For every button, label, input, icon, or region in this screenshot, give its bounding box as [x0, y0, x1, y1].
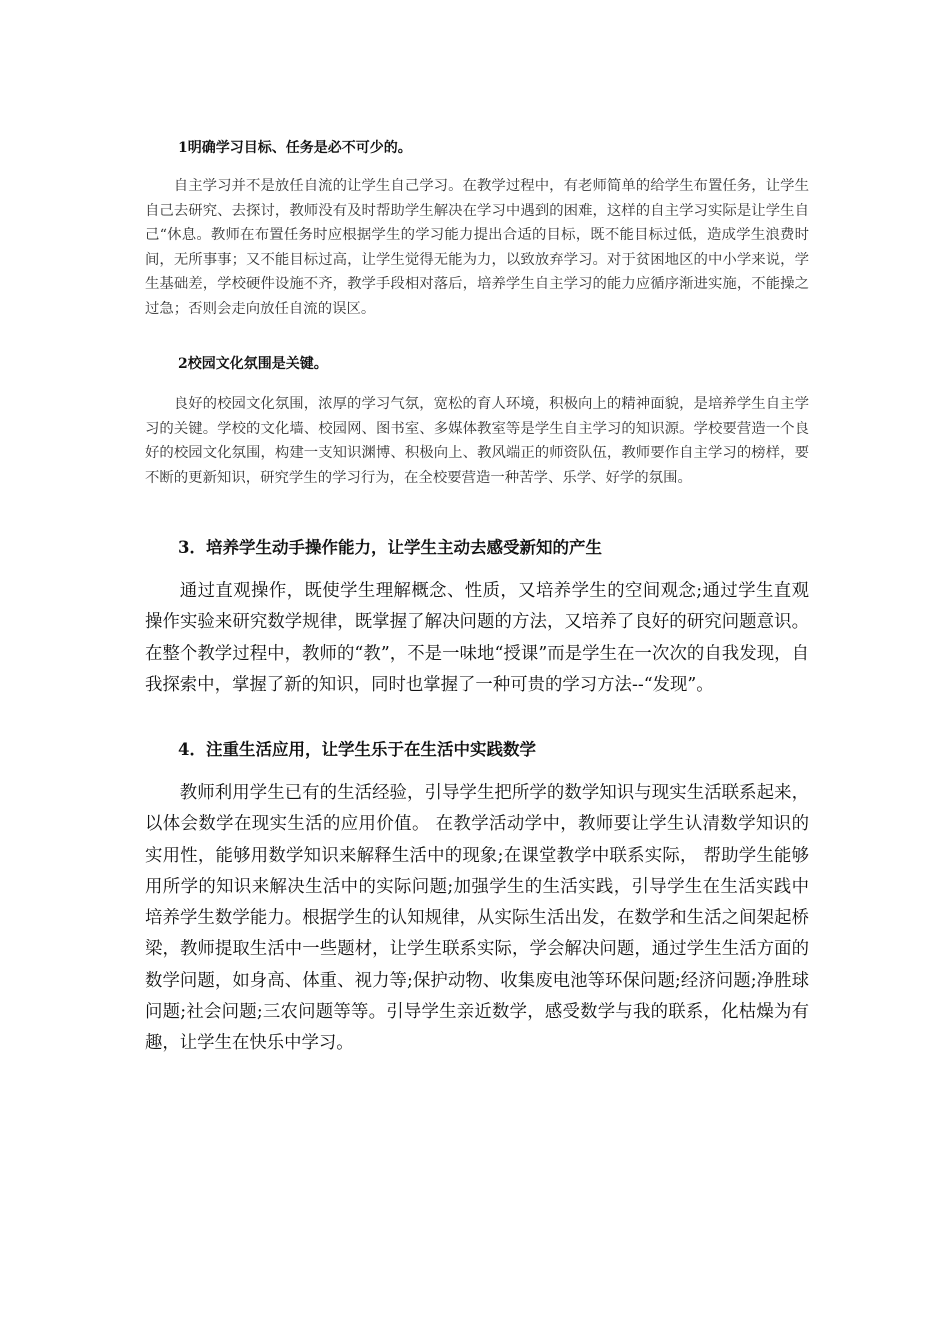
section-4-heading: 4．注重生活应用，让学生乐于在生活中实践数学 [178, 740, 536, 759]
section-1-body: 自主学习并不是放任自流的让学生自己学习。在教学过程中，有老师简单的给学生布置任务，让学生自己去研究、去探讨，教师没有及时帮助学生解决在学习中遇到的困难，这样的自主学习实际是让学生自己“休息。教师在布置任务时应根据学生的学习能力提出合适的目标，既不能目标过低，造成学生浪费时间，无所事事；又不能目标过高，让学生觉得无能为力，以致放弃学习。对于贫困地区的中小学来说，学生基础差，学校硬件设施不齐，教学手段相对落后，培养学生自主学习的能力应循序渐进实施，不能操之过急；否则会走向放任自流的误区。 [145, 178, 809, 317]
section-2-heading: 2校园文化氛围是关键。 [178, 356, 328, 372]
section-3-heading: 3．培养学生动手操作能力，让学生主动去感受新知的产生 [178, 538, 602, 557]
section-2-body: 良好的校园文化氛围，浓厚的学习气氛，宽松的育人环境，积极向上的精神面貌，是培养学生自主学习的关键。学校的文化墙、校园网、图书室、多媒体教室等是学生自主学习的知识源。学校要营造一个良好的校园文化氛围，构建一支知识渊博、积极向上、教风端正的师资队伍，教师要作自主学习的榜样，要不断的更新知识，研究学生的学习行为，在全校要营造一种苦学、乐学、好学的氛围。 [145, 396, 809, 486]
section-3-body: 通过直观操作，既使学生理解概念、性质，又培养学生的空间观念;通过学生直观操作实验来研究数学规律，既掌握了解决问题的方法，又培养了良好的研究问题意识。在整个教学过程中，教师的“教”，不是一味地“授课”而是学生在一次次的自我发现，自我探索中，掌握了新的知识，同时也掌握了一种可贵的学习方法--“发现”。 [145, 581, 809, 695]
section-4-body: 教师利用学生已有的生活经验，引导学生把所学的数学知识与现实生活联系起来，以体会数学在现实生活的应用价值。 在教学活动学中，教师要让学生认清数学知识的实用性，能够用数学知识来解释生活中的现象;在课堂教学中联系实际， 帮助学生能够用所学的知识来解决生活中的实际问题;加强学生的生活实践，引导学生在生活实践中培养学生数学能力。根据学生的认知规律，从实际生活出发，在数学和生活之间架起桥梁，教师提取生活中一些题材，让学生联系实际，学会解决问题，通过学生生活方面的数学问题，如身高、体重、视力等;保护动物、收集废电池等环保问题;经济问题;净胜球问题;社会问题;三农问题等等。引导学生亲近数学，感受数学与我的联系，化枯燥为有趣，让学生在快乐中学习。 [145, 783, 809, 1054]
section-1-heading: 1明确学习目标、任务是必不可少的。 [178, 140, 412, 156]
